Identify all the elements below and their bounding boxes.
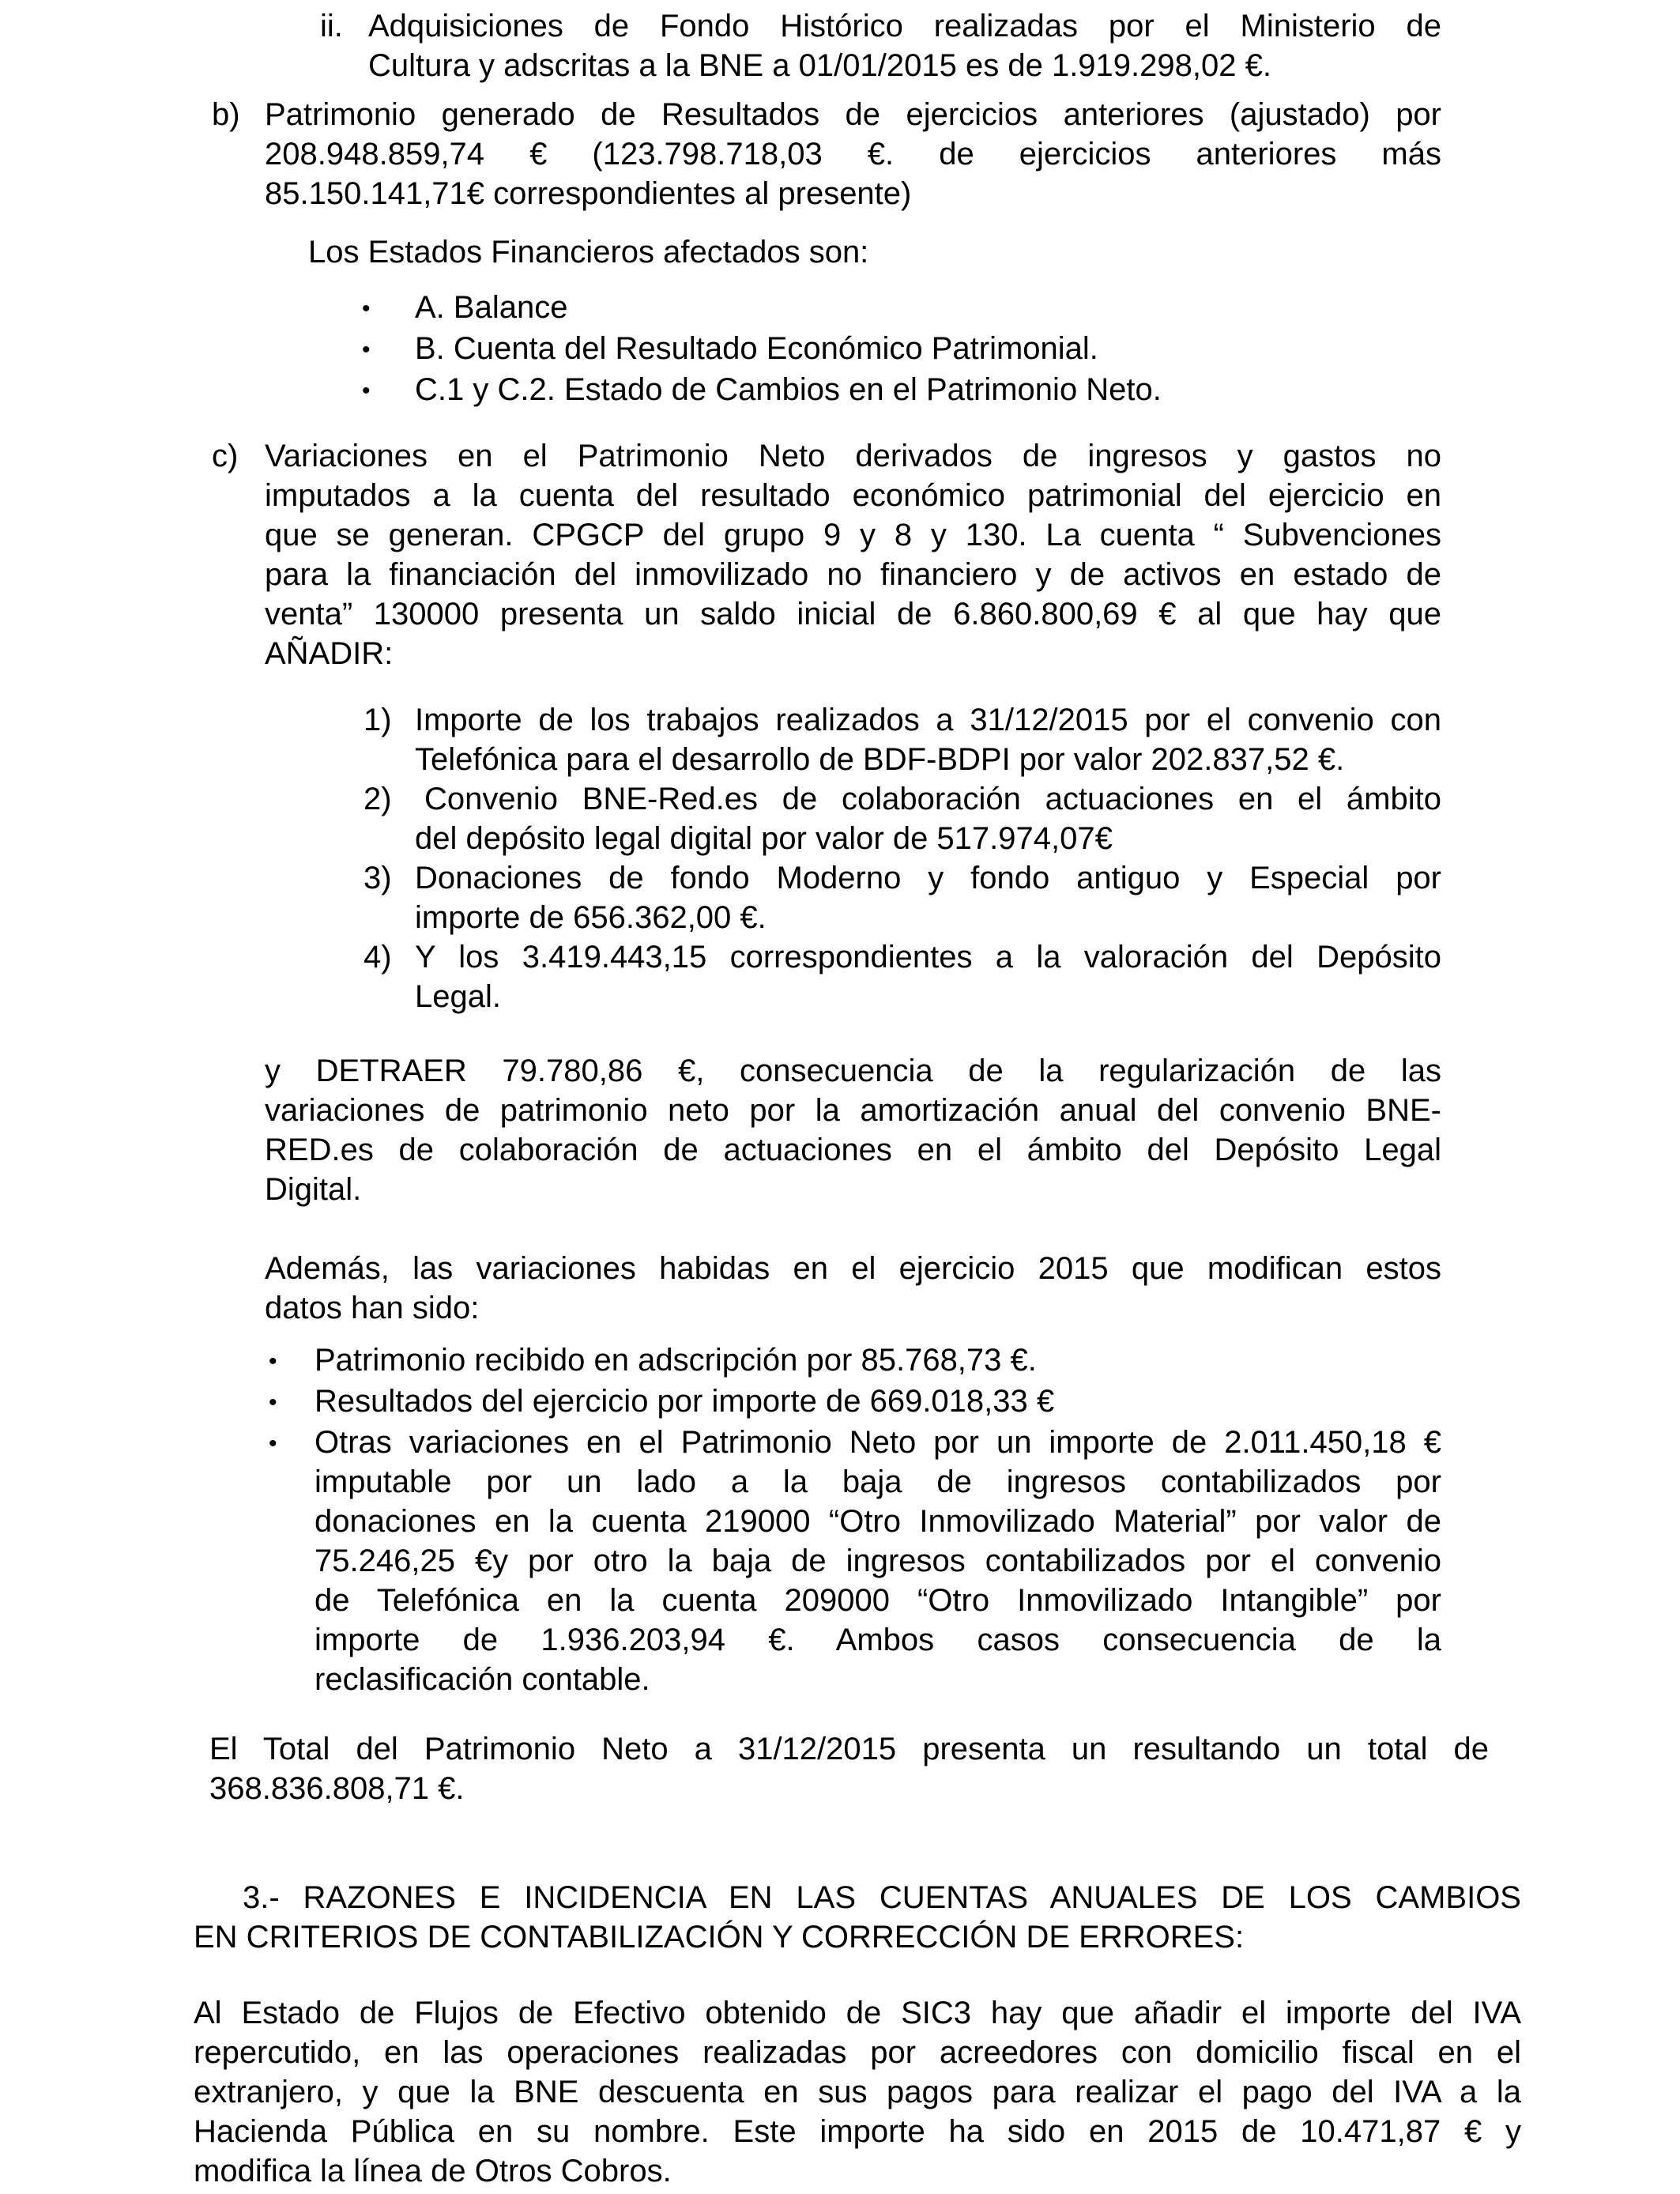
text-line: Digital. (265, 1172, 362, 1207)
list-marker: 1) (363, 703, 392, 737)
list-marker: c) (212, 439, 239, 473)
list-marker: 3) (363, 861, 392, 895)
text-line: Y los 3.419.443,15 correspondientes a la valoración del Depósito (415, 940, 1441, 974)
text-line: y DETRAER 79.780,86 €, consecuencia de la regularización de las (265, 1054, 1441, 1088)
list-item (315, 1423, 1441, 1699)
list-marker: b) (212, 97, 240, 132)
list-item: Resultados del ejercicio por importe de 669.018,33 € (315, 1384, 1055, 1419)
text-line: Cultura y adscritas a la BNE a 01/01/2015 es de 1.919.298,02 €. (368, 48, 1271, 83)
bullet-icon: • (269, 1389, 277, 1416)
text-line: variaciones de patrimonio neto por la amortización anual del convenio BNE- (265, 1093, 1441, 1128)
text-line: Donaciones de fondo Moderno y fondo antiguo y Especial por (415, 861, 1441, 895)
section-body (194, 1993, 1521, 2191)
paragraph-item-ii (368, 6, 1441, 85)
section-heading (194, 1878, 1521, 1957)
list-item (415, 937, 1441, 1016)
text-line: Legal. (415, 979, 501, 1014)
bullet-icon: • (362, 296, 371, 322)
list-item (415, 779, 1441, 858)
text-line: EN CRITERIOS DE CONTABILIZACIÓN Y CORRECCIÓN DE ERRORES: (194, 1920, 1245, 1955)
affected-statements-title: Los Estados Financieros afectados son: (308, 235, 869, 270)
text-line: RED.es de colaboración de actuaciones en el ámbito del Depósito Legal (265, 1133, 1441, 1167)
text-line: AÑADIR: (265, 636, 394, 671)
bullet-icon: • (362, 337, 371, 363)
text-line: Otras variaciones en el Patrimonio Neto por un importe de 2.011.450,18 € (315, 1425, 1441, 1460)
paragraph-total (209, 1729, 1489, 1808)
text-line: que se generan. CPGCP del grupo 9 y 8 y 130. La cuenta “ Subvenciones (265, 518, 1441, 552)
text-line: venta” 130000 presenta un saldo inicial de 6.860.800,69 € al que hay que (265, 597, 1441, 631)
list-item: B. Cuenta del Resultado Económico Patrimonial. (415, 331, 1098, 366)
bullet-icon: • (269, 1431, 277, 1457)
text-line: Hacienda Pública en su nombre. Este importe ha sido en 2015 de 10.471,87 € y (194, 2114, 1521, 2149)
text-line: Patrimonio generado de Resultados de ejercicios anteriores (ajustado) por (265, 97, 1441, 132)
text-line: 75.246,25 €y por otro la baja de ingresos contabilizados por el convenio (315, 1544, 1441, 1578)
text-line: 3.- RAZONES E INCIDENCIA EN LAS CUENTAS ANUALES DE LOS CAMBIOS (243, 1880, 1521, 1915)
text-line: Convenio BNE-Red.es de colaboración actuaciones en el ámbito (424, 782, 1441, 816)
text-line: modifica la línea de Otros Cobros. (194, 2154, 672, 2188)
text-line: de Telefónica en la cuenta 209000 “Otro Inmovilizado Intangible” por (315, 1583, 1441, 1618)
list-item: C.1 y C.2. Estado de Cambios en el Patrimonio Neto. (415, 372, 1162, 407)
text-line: para la financiación del inmovilizado no financiero y de activos en estado de (265, 557, 1441, 592)
list-marker: 2) (363, 782, 392, 816)
text-line: 208.948.859,74 € (123.798.718,03 €. de ejercicios anteriores más (265, 137, 1441, 172)
list-item (415, 858, 1441, 937)
text-line: importe de 656.362,00 €. (415, 900, 767, 935)
list-item: A. Balance (415, 290, 568, 325)
text-line: imputados a la cuenta del resultado económico patrimonial del ejercicio en (265, 478, 1441, 513)
list-marker: ii. (320, 9, 343, 43)
list-item: Patrimonio recibido en adscripción por 85.768,73 €. (315, 1343, 1037, 1378)
text-line: repercutido, en las operaciones realizadas por acreedores con domicilio fiscal en el (194, 2035, 1521, 2070)
bullet-icon: • (269, 1348, 277, 1374)
text-line: Además, las variaciones habidas en el ejercicio 2015 que modifican estos (265, 1251, 1441, 1286)
text-line: Adquisiciones de Fondo Histórico realizadas por el Ministerio de (368, 9, 1441, 43)
paragraph-item-b (265, 95, 1441, 213)
text-line: reclasificación contable. (315, 1662, 650, 1697)
text-line: Al Estado de Flujos de Efectivo obtenido de SIC3 hay que añadir el importe del IVA (194, 1996, 1521, 2030)
list-item (415, 700, 1441, 779)
text-line: imputable por un lado a la baja de ingresos contabilizados por (315, 1465, 1441, 1499)
text-line: Telefónica para el desarrollo de BDF-BDPI por valor 202.837,52 €. (415, 742, 1345, 777)
paragraph-detraer (265, 1051, 1441, 1209)
text-line: datos han sido: (265, 1291, 480, 1325)
text-line: 85.150.141,71€ correspondientes al presente) (265, 176, 912, 211)
text-line: importe de 1.936.203,94 €. Ambos casos consecuencia de la (315, 1623, 1441, 1657)
paragraph-ademas (265, 1249, 1441, 1328)
text-line: Importe de los trabajos realizados a 31/12/2015 por el convenio con (415, 703, 1441, 737)
text-line: extranjero, y que la BNE descuenta en sus pagos para realizar el pago del IVA a la (194, 2075, 1521, 2109)
paragraph-item-c (265, 436, 1441, 673)
text-line: del depósito legal digital por valor de 517.974,07€ (415, 821, 1113, 856)
bullet-icon: • (362, 378, 371, 404)
text-line: 368.836.808,71 €. (209, 1771, 465, 1806)
text-line: Variaciones en el Patrimonio Neto derivados de ingresos y gastos no (265, 439, 1441, 473)
list-marker: 4) (363, 940, 392, 974)
text-line: El Total del Patrimonio Neto a 31/12/2015 presenta un resultando un total de (209, 1732, 1489, 1766)
text-line: donaciones en la cuenta 219000 “Otro Inmovilizado Material” por valor de (315, 1504, 1441, 1539)
